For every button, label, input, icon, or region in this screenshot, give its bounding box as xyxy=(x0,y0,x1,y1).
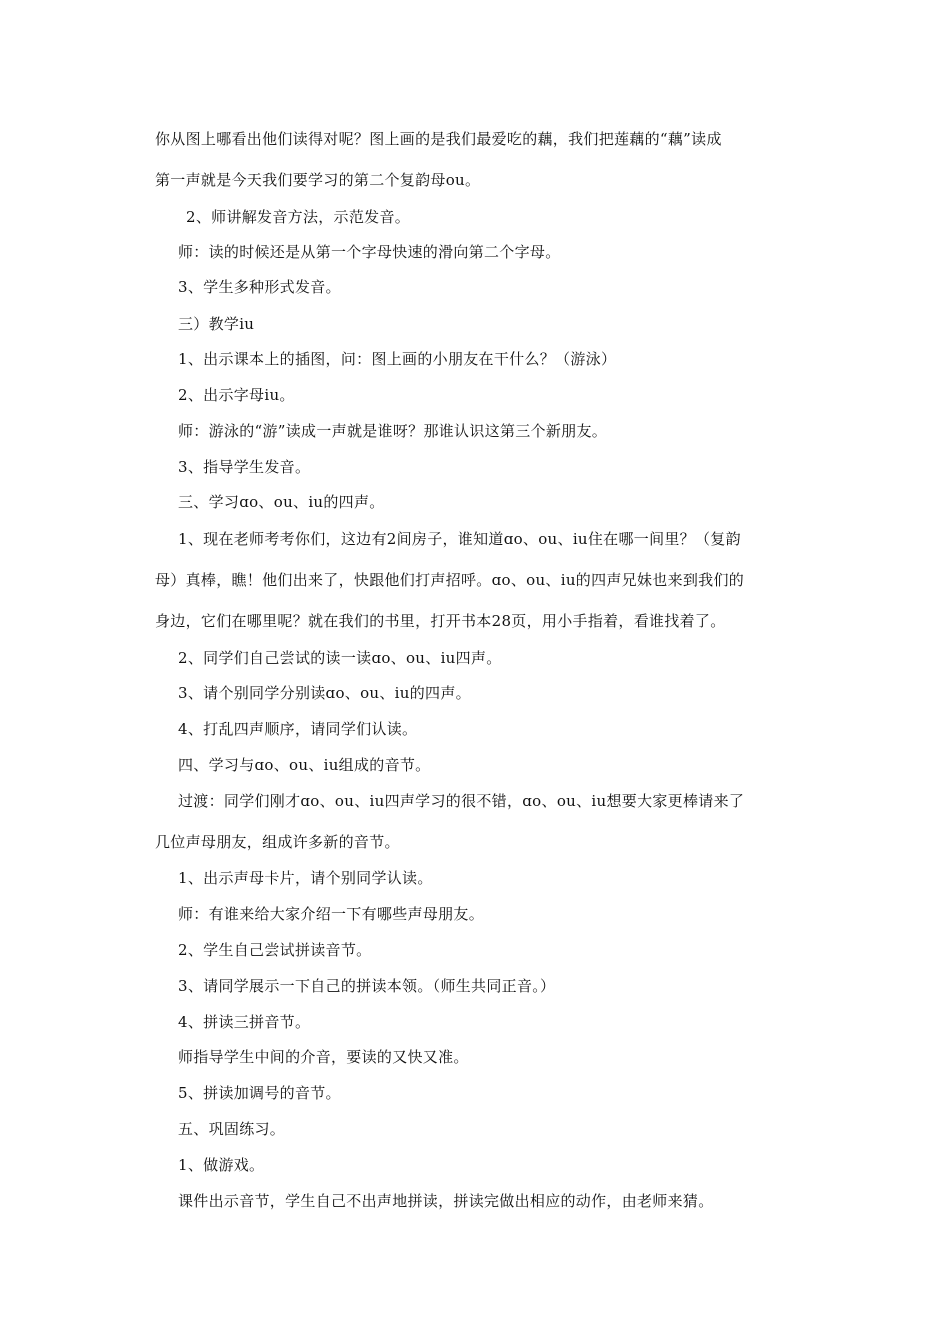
text-line: 5、拼读加调号的音节。 xyxy=(178,1084,341,1102)
section-heading: 五、巩固练习。 xyxy=(178,1120,286,1138)
text-line: 1、现在老师考考你们，这边有2间房子，谁知道ɑo、ou、iu住在哪一间里？（复韵 xyxy=(178,530,741,548)
text-line: 3、请个别同学分别读ɑo、ou、iu的四声。 xyxy=(178,684,471,702)
text-line: 师指导学生中间的介音，要读的又快又准。 xyxy=(178,1048,469,1066)
text-line: 2、师讲解发音方法，示范发音。 xyxy=(186,208,411,226)
text-line: 身边，它们在哪里呢？就在我们的书里，打开书本28页，用小手指着，看谁找着了。 xyxy=(155,612,726,630)
text-line: 3、学生多种形式发音。 xyxy=(178,278,341,296)
text-line: 1、出示课本上的插图，问：图上画的小朋友在干什么？（游泳） xyxy=(178,350,617,368)
text-line: 第一声就是今天我们要学习的第二个复韵母ou。 xyxy=(155,171,481,189)
section-heading: 三、学习ɑo、ou、iu的四声。 xyxy=(178,493,385,511)
section-heading: 四、学习与ɑo、ou、iu组成的音节。 xyxy=(178,756,431,774)
text-line: 几位声母朋友，组成许多新的音节。 xyxy=(155,833,400,851)
text-line: 1、出示声母卡片，请个别同学认读。 xyxy=(178,869,433,887)
text-line: 母）真棒，瞧！他们出来了，快跟他们打声招呼。ɑo、ou、iu的四声兄妹也来到我们的 xyxy=(155,571,745,589)
text-line: 2、同学们自己尝试的读一读ɑo、ou、iu四声。 xyxy=(178,649,502,667)
text-line: 3、指导学生发音。 xyxy=(178,458,311,476)
text-line: 4、打乱四声顺序，请同学们认读。 xyxy=(178,720,418,738)
section-heading: 三）教学iu xyxy=(178,315,255,333)
text-line: 过渡：同学们刚才ɑo、ou、iu四声学习的很不错，ɑo、ou、iu想要大家更棒请来了 xyxy=(178,792,745,810)
text-line: 你从图上哪看出他们读得对呢？图上画的是我们最爱吃的藕，我们把莲藕的“藕”读成 xyxy=(155,130,722,148)
text-line: 师：读的时候还是从第一个字母快速的滑向第二个字母。 xyxy=(178,243,561,261)
text-line: 4、拼读三拼音节。 xyxy=(178,1013,311,1031)
text-line: 3、请同学展示一下自己的拼读本领。（师生共同正音。） xyxy=(178,977,556,995)
text-line: 课件出示音节，学生自己不出声地拼读，拼读完做出相应的动作，由老师来猜。 xyxy=(178,1192,714,1210)
text-line: 师：游泳的“游”读成一声就是谁呀？那谁认识这第三个新朋友。 xyxy=(178,422,608,440)
text-line: 师：有谁来给大家介绍一下有哪些声母朋友。 xyxy=(178,905,485,923)
text-line: 2、出示字母iu。 xyxy=(178,386,295,404)
text-line: 1、做游戏。 xyxy=(178,1156,265,1174)
text-line: 2、学生自己尝试拼读音节。 xyxy=(178,941,372,959)
